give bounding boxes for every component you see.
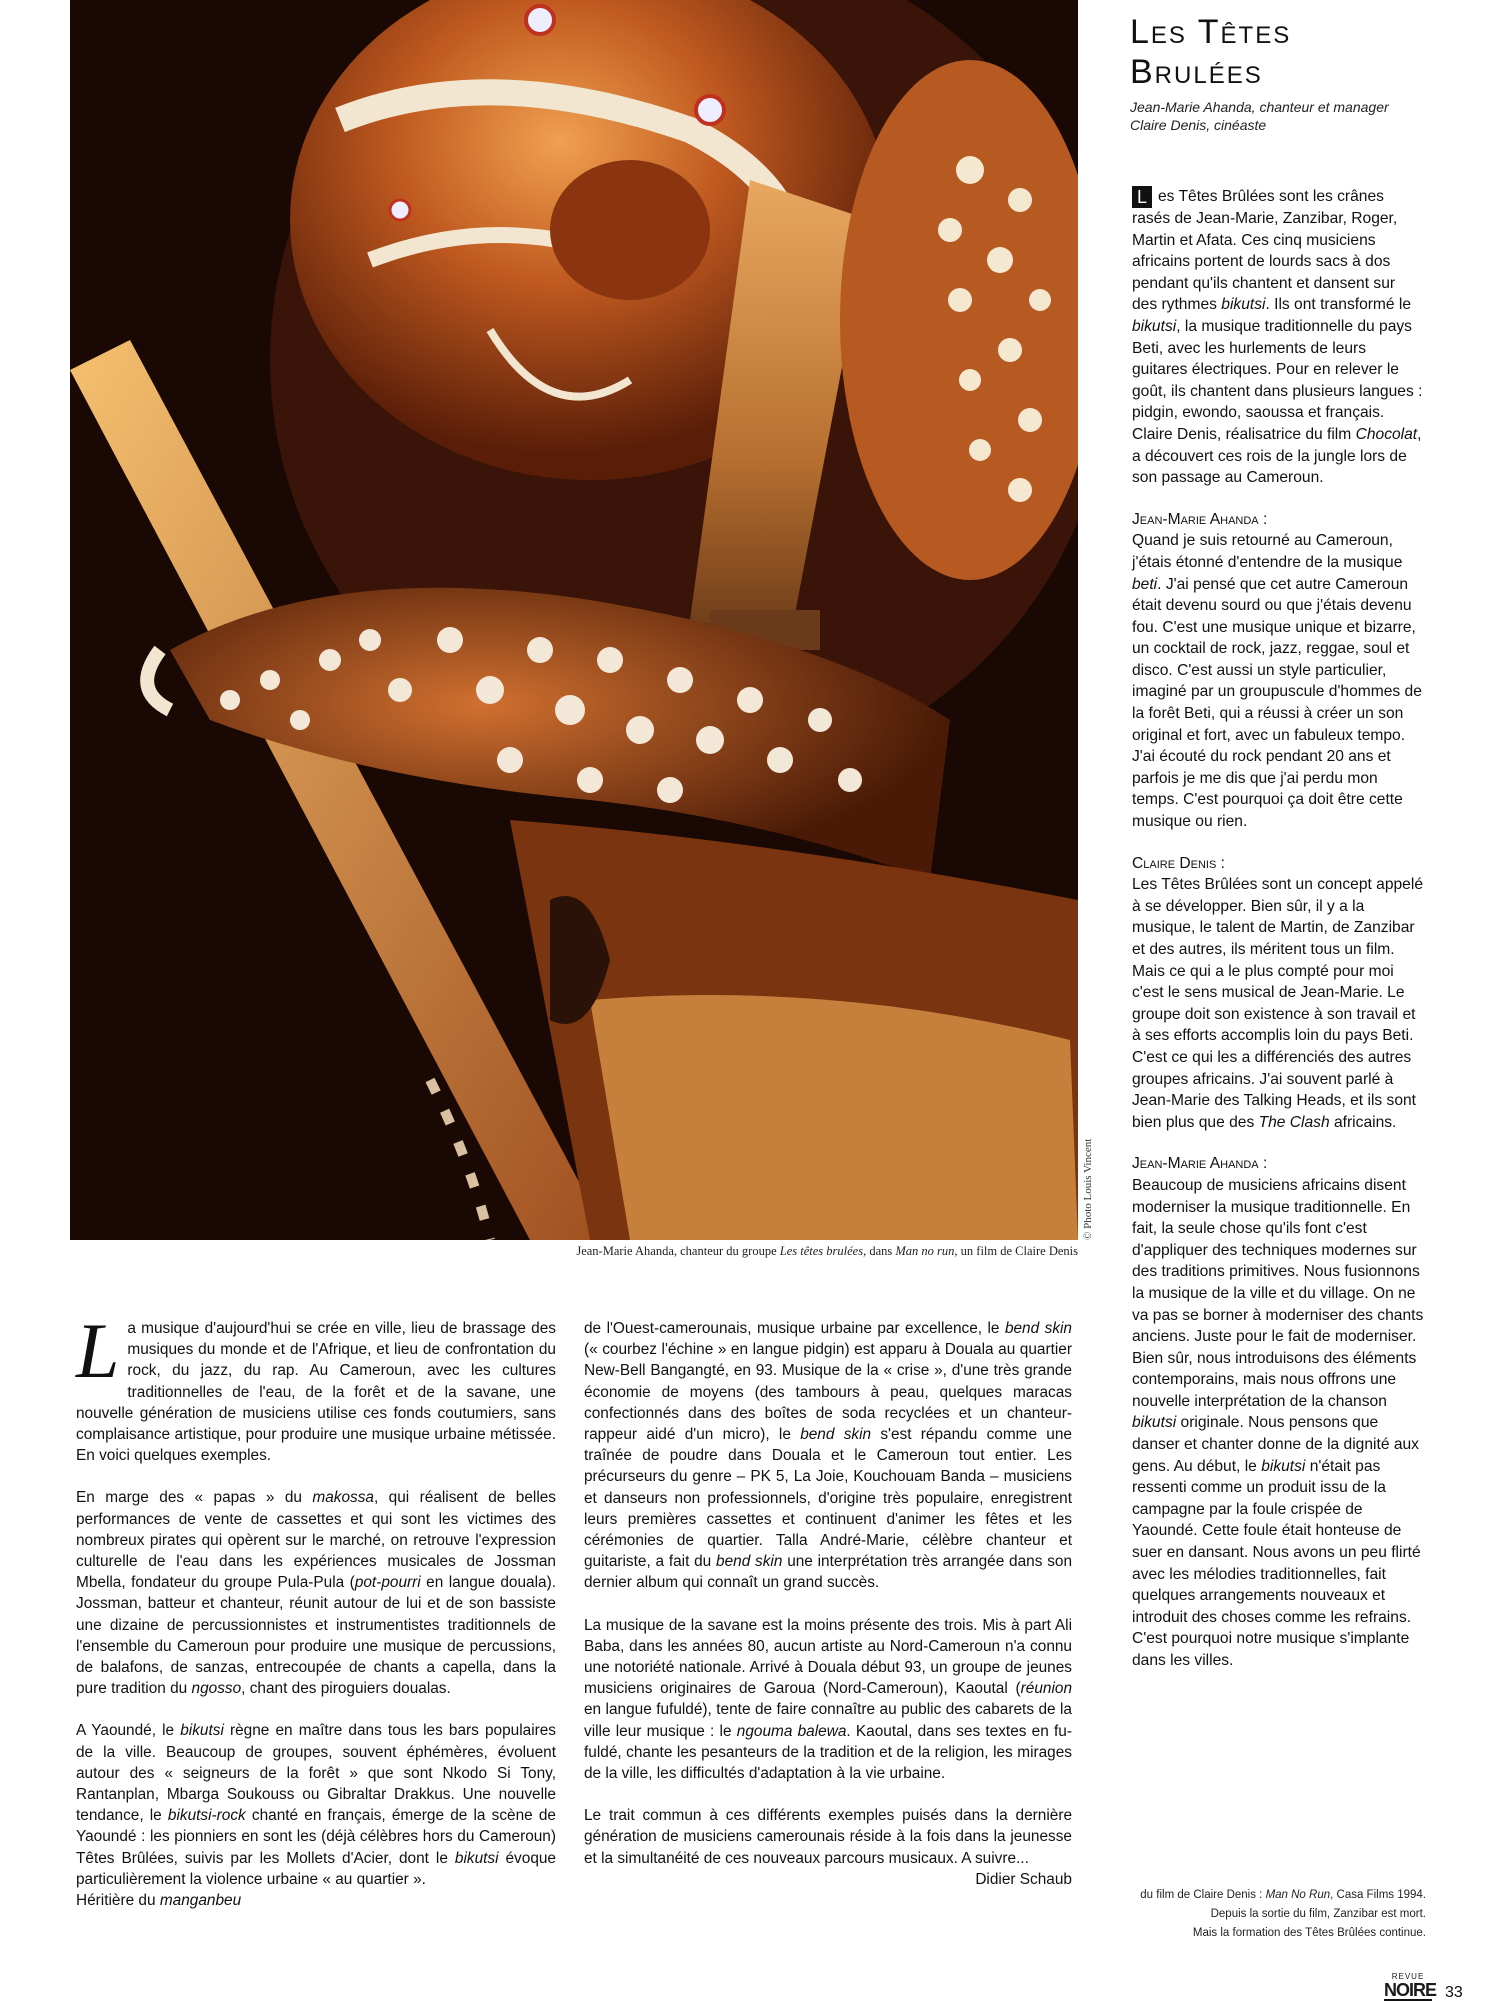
photo-credit: © Photo Louis Vincent: [1082, 1138, 1094, 1240]
film-footnote: du film de Claire Denis : Man No Run, Casa Films 1994. Depuis la sortie du film, Zanzibar est mort. Mais la formation des Têtes Brûlées continue.: [1140, 1889, 1426, 1939]
main-paragraph: Le trait commun à ces différents exemples puisés dans la dernière génération de musiciens camerounais réside à la fois dans la jeunesse et la simultanéité de ces nouveaux parcours musicaux. A suivre...: [584, 1807, 1072, 1867]
main-paragraph-cont: de l'Ouest-camerounais, musique urbaine par excellence, le bend skin (« courbez l'échine » en langue pidgin) est apparu à Douala au quartier New-Bell Bangangté, en 93. Musique de la « crise », d'une très grande économie de moyens (des tambours à peau, quelques maracas confectionnés dans des boîtes de soda recyclées et un chanteur-rappeur aidé d'un micro), le bend skin s'est répandu comme une traînée de poudre dans Douala et le Cameroun tout entier. Les précurseurs du genre – PK 5, La Joie, Kouchouam Banda – musiciens et danseurs non professionnels, d'origine très populaire, enregistrent leurs premières cassettes et continuent d'animer les fêtes et les cérémonies de quartier. Talla André-Marie, célèbre chanteur et guitariste, a fait du bend skin une interprétation très arrangée dans son dernier album qui connaît un grand succès.: [584, 1320, 1073, 1592]
interview-answer-1: Jean-Marie Ahanda : Quand je suis retourné au Cameroun, j'étais étonné d'entendre de la musique beti. J'ai pensé que cet autre Cameroun était devenu sourd ou que j'étais devenu fou. C'est une musique unique et bizarre, un cocktail de rock, jazz, reggae, soul et disco. C'est aussi un style particulier, imaginé par un groupuscule d'hommes de la forêt Beti, qui a réussi à créer un son original et fort, avec un fabuleux tempo. J'ai écouté du rock pendant 20 ans et parfois je me dis que j'ai perdu mon temps. C'est pourquoi ça doit être cette musique ou rien.: [1132, 509, 1424, 833]
drop-cap: L: [76, 1307, 120, 1394]
main-paragraph-start: Héritière du manganbeu: [76, 1892, 242, 1910]
speaker-label: Claire Denis :: [1132, 854, 1225, 872]
author-signature: Didier Schaub: [975, 1870, 1072, 1888]
main-column-2: [584, 1318, 1072, 1890]
main-paragraph: La musique d'aujourd'hui se crée en ville, lieu de brassage des musiques du monde et de l'Afrique, et lieu de confrontation du rock, du jazz, du rap. Au Cameroun, avec les cultures traditionnelles de l'eau, de la forêt et de la savane, une nouvelle génération de musiciens utilise ces fonds coutumiers, sans complaisance artistique, pour produire une musique urbaine métissée. En voici quelques exemples.: [76, 1307, 556, 1465]
main-column-1: [76, 1307, 556, 1911]
speaker-label: Jean-Marie Ahanda :: [1132, 1155, 1268, 1173]
main-paragraph: En marge des « papas » du makossa, qui réalisent de belles performances de vente de cassettes et qui sont les victimes des nombreux pirates qui opèrent sur le marché, on retrouve l'expression culturelle de l'eau dans les expériences musicales de Jossman Mbella, fondateur du groupe Pula-Pula (pot-pourri en langue douala). Jossman, batteur et chanteur, réunit autour de lui et de son bassiste une dizaine de percussionnistes et instrumentistes traditionnels de l'ensemble du Cameroun pour produire une musique de percussions, de balafons, de sanzas, entrecoupée de chants a capella, dans la pure tradition du ngosso, chant des piroguiers doualas.: [76, 1489, 556, 1698]
interview-answer-3: Jean-Marie Ahanda : Beaucoup de musiciens africains disent moderniser la musique traditionnelle. En fait, la seule chose qu'ils font c'est d'appliquer des techniques modernes sur des traditions primitives. Nous fusionnons la musique de la ville et du village. On ne va pas se borner à moderniser des chants anciens. Juste pour le fait de moderniser. Bien sûr, nous introduisons des éléments contemporains, mais nous offrons une nouvelle interprétation de la chanson bikutsi originale. Nous pensons que danser et chanter donne de la dignité aux gens. Au début, le bikutsi n'était pas ressenti comme un produit issu de la campagne par la foule crispée de Yaoundé. Cette foule était honteuse de suer en dansant. Nous avons un peu flirté avec les mélodies traditionnelles, fait quelques arrangements nouveaux et introduit des choses comme les refrains. C'est pourquoi notre musique s'implante dans les villes.: [1132, 1155, 1424, 1669]
main-paragraph: A Yaoundé, le bikutsi règne en maître dans tous les bars populaires de la ville. Beaucoup de groupes, souvent éphémères, évoluent autour des « seigneurs de la forêt » que sont Nkodo Si Tony, Rantanplan, Mbarga Soukouss ou Gibraltar Drakkus. Une nouvelle tendance, le bikutsi-rock chanté en français, émerge de la scène de Yaoundé : les pionniers en sont les (déjà célèbres hors du Cameroun) Têtes Brûlées, suivis par les Mollets d'Acier, dont le bikutsi évoque particulièrement la violence urbaine « au quartier ».: [76, 1722, 556, 1888]
page-number: 33: [1445, 1984, 1463, 2001]
article-title: Les Têtes Brulées: [1130, 13, 1292, 91]
sidebar-header: [1130, 12, 1426, 134]
interview-column: [1132, 186, 1424, 1692]
article-credits: Jean-Marie Ahanda, chanteur et manager Claire Denis, cinéaste: [1130, 99, 1389, 133]
magazine-logo: REVUE NOIRE: [1384, 1972, 1437, 2000]
interview-answer-2: Claire Denis : Les Têtes Brûlées sont un concept appelé à se développer. Bien sûr, il y a la musique, le talent de Martin, de Zanzibar et des autres, ils méritent tous un film. Mais ce qui a le plus compté pour moi c'est le sens musical de Jean-Marie. Le groupe doit son existence à son travail et à ses efforts accomplis loin du pays Beti. C'est ce qui les a différenciés des autres groupes africains. J'ai souvent parlé à Jean-Marie des Talking Heads, et ils sont bien plus que des The Clash africains.: [1132, 854, 1423, 1131]
photo-caption: Jean-Marie Ahanda, chanteur du groupe Les têtes brulées, dans Man no run, un film de Claire Denis: [576, 1244, 1078, 1258]
intro-paragraph: L es Têtes Brûlées sont les crânes rasés de Jean-Marie, Zanzibar, Roger, Martin et Afata. Ces cinq musiciens africains portent de lourds sacs à dos pendant qu'ils chantent et dansent sur des rythmes bikutsi. Ils ont transformé le bikutsi, la musique traditionnelle du pays Beti, avec les hurlements de leurs guitares électriques. Pour en relever le goût, ils chantent dans plusieurs langues : pidgin, ewondo, saoussa et français. Claire Denis, réalisatrice du film Chocolat, a découvert ces rois de la jungle lors de son passage au Cameroun.: [1132, 187, 1423, 487]
photo-illustration: [70, 0, 1078, 1240]
drop-cap: L: [1132, 186, 1152, 208]
speaker-label: Jean-Marie Ahanda :: [1132, 510, 1268, 528]
article-photo: [70, 0, 1078, 1240]
main-paragraph: La musique de la savane est la moins présente des trois. Mis à part Ali Baba, dans les années 80, aucun artiste au Nord-Cameroun n'a connu une notoriété nationale. Arrivé à Douala début 93, un groupe de jeunes musiciens originaires de Garoua (Nord-Cameroun), Kaoutal (réunion en langue fufuldé), tente de faire connaître au public des cabarets de la ville leur musique : le ngouma balewa. Kaoutal, dans ses textes en fu-fuldé, chante les pesanteurs de la tradition et de la religion, les mirages de la ville, les difficultés d'adaptation à la vie urbaine.: [584, 1616, 1072, 1783]
